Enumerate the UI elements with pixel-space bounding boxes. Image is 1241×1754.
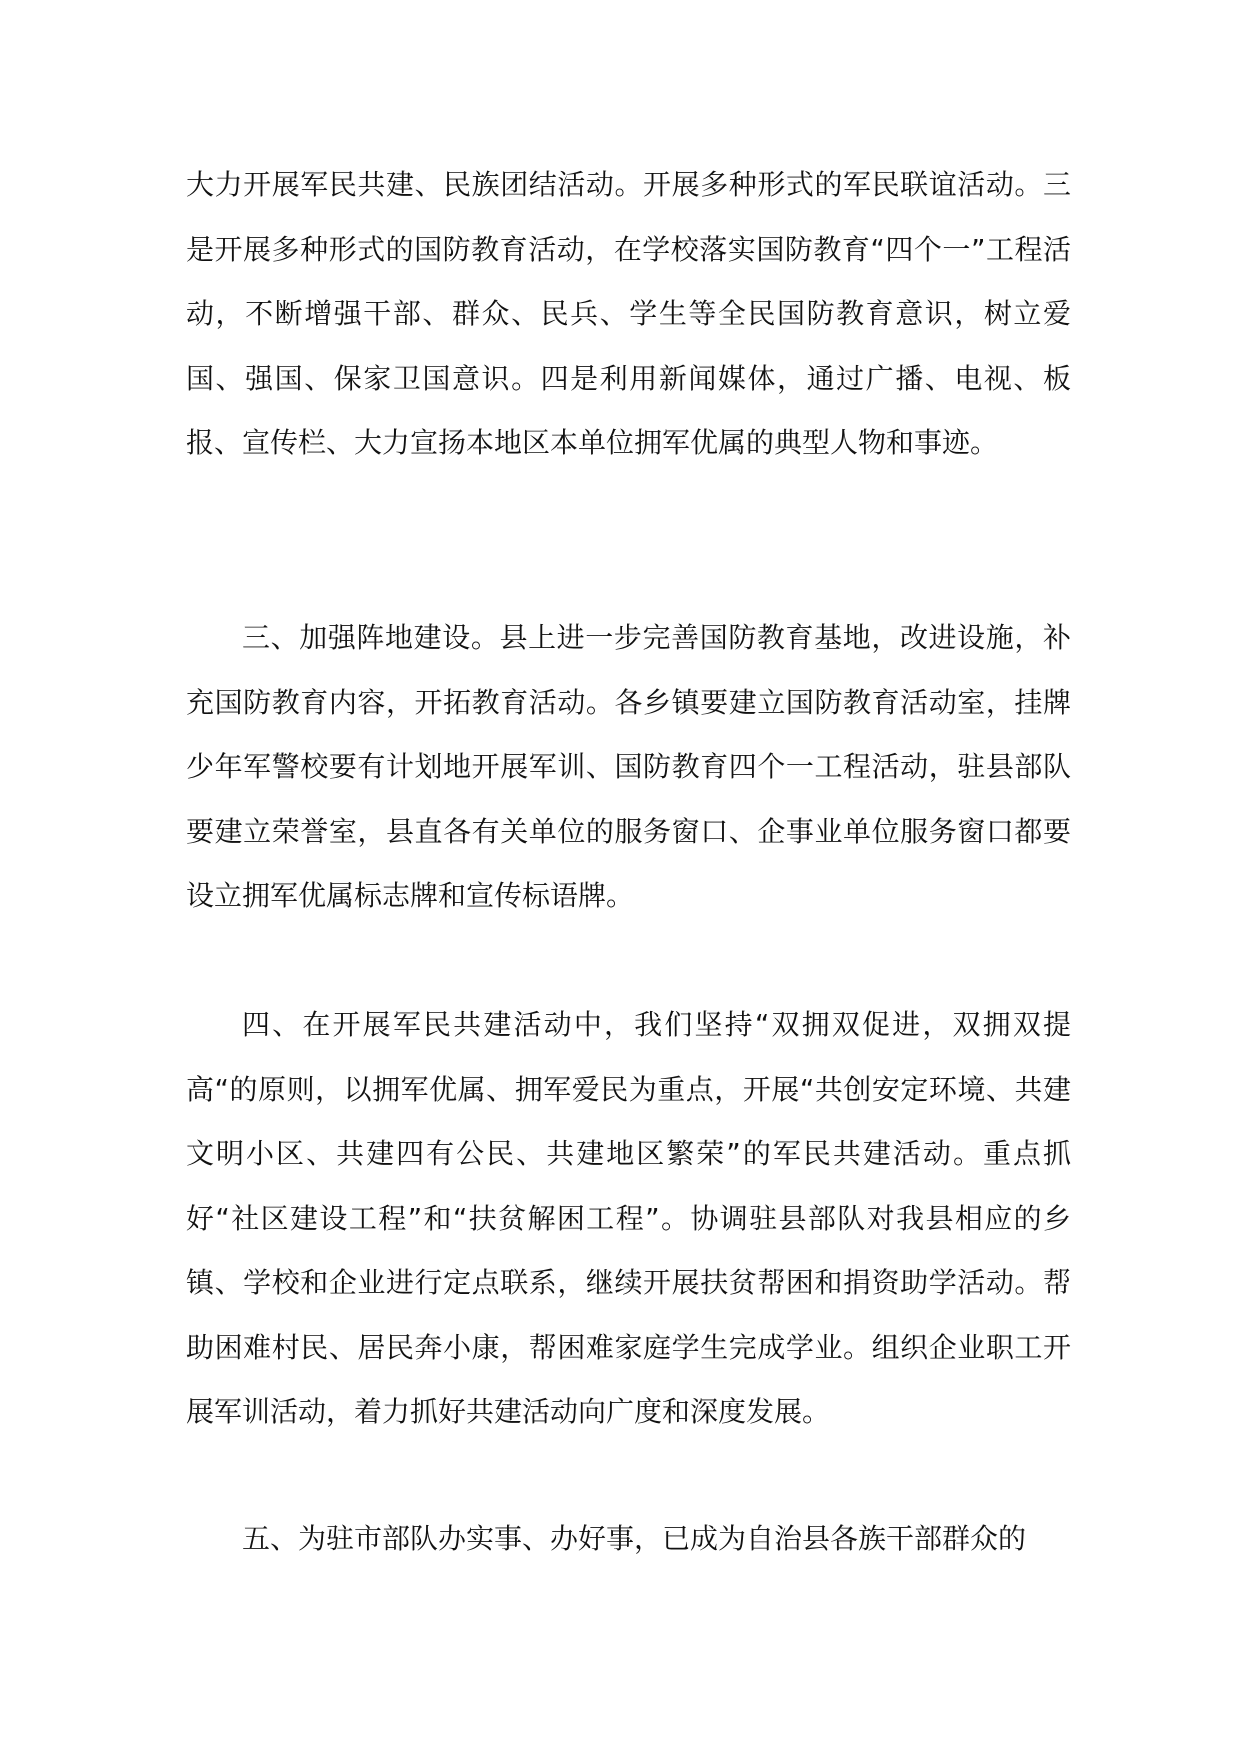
paragraph-section-3	[186, 606, 1071, 929]
paragraph-section-4	[186, 993, 1071, 1445]
paragraph-text: 三、加强阵地建设。县上进一步完善国防教育基地，改进设施，补充国防教育内容，开拓教育活动。各乡镇要建立国防教育活动室，挂牌少年军警校要有计划地开展军训、国防教育四个一工程活动，驻县部队要建立荣誉室，县直各有关单位的服务窗口、企事业单位服务窗口都要设立拥军优属标志牌和宣传标语牌。	[186, 621, 1071, 912]
paragraph-text: 四、在开展军民共建活动中，我们坚持“双拥双促进，双拥双提高“的原则，以拥军优属、拥军爱民为重点，开展“共创安定环境、共建文明小区、共建四有公民、共建地区繁荣”的军民共建活动。重点抓好“社区建设工程”和“扶贫解困工程”。协调驻县部队对我县相应的乡镇、学校和企业进行定点联系，继续开展扶贫帮困和捐资助学活动。帮助困难村民、居民奔小康，帮困难家庭学生完成学业。组织企业职工开展军训活动，着力抓好共建活动向广度和深度发展。	[186, 1008, 1071, 1428]
paragraph-text: 大力开展军民共建、民族团结活动。开展多种形式的军民联谊活动。三是开展多种形式的国防教育活动，在学校落实国防教育“四个一”工程活动，不断增强干部、群众、民兵、学生等全民国防教育意识，树立爱国、强国、保家卫国意识。四是利用新闻媒体，通过广播、电视、板报、宣传栏、大力宣扬本地区本单位拥军优属的典型人物和事迹。	[186, 168, 1071, 459]
paragraph-text: 五、为驻市部队办实事、办好事，已成为自治县各族干部群众的	[242, 1522, 1027, 1555]
paragraph-section-5	[186, 1507, 1071, 1572]
paragraph-continuation	[186, 153, 1071, 476]
